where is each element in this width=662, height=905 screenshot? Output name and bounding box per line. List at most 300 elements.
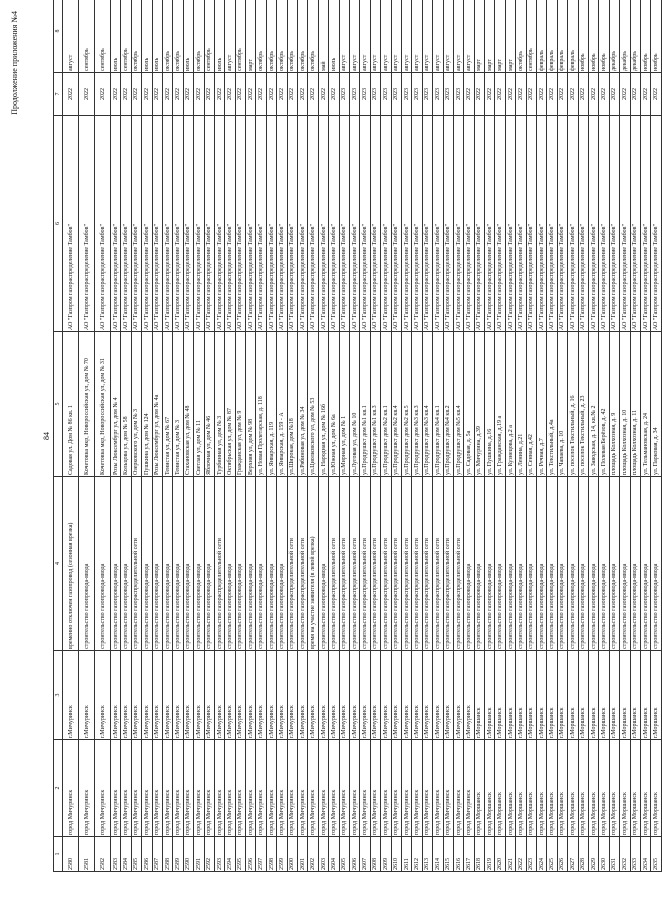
row-number-cell: 2620 xyxy=(495,837,505,872)
table-row xyxy=(640,0,650,872)
municipality-cell: город Мичуринск xyxy=(162,740,172,837)
address-cell: ул. Народная ул, дом № 16б xyxy=(318,332,328,477)
settlement-cell: г.Мичуринск xyxy=(235,651,245,740)
row-number-cell: 2627 xyxy=(568,837,578,872)
month-cell: август xyxy=(453,0,463,73)
settlement-cell: г.Мичуринск xyxy=(329,651,339,740)
municipality-cell: город Мичуринск xyxy=(422,740,432,837)
year-cell: 2022 xyxy=(256,73,266,116)
work-type-cell: строительство газораспределительной сети xyxy=(360,477,370,651)
appendix-caption: Продолжение приложения №4 xyxy=(10,11,19,115)
operator-cell: АО "Газпром газораспределение Тамбов" xyxy=(599,116,609,332)
row-number-cell: 2618 xyxy=(474,837,484,872)
operator-cell: АО "Газпром газораспределение Тамбов" xyxy=(401,116,411,332)
row-number-cell: 2612 xyxy=(412,837,422,872)
row-number-cell: 2596 xyxy=(246,837,256,872)
settlement-cell: г.Моршанск xyxy=(588,651,598,740)
table-row xyxy=(485,0,495,872)
work-type-cell: строительство газораспределительной сети xyxy=(391,477,401,651)
year-cell: 2022 xyxy=(162,73,172,116)
row-number-cell: 2587 xyxy=(152,837,162,872)
municipality-cell: город Мичуринск xyxy=(111,740,121,837)
table-row xyxy=(516,0,526,872)
address-cell: ул. поселок Текстильный, д. 16 xyxy=(568,332,578,477)
month-cell: сентябрь xyxy=(526,0,536,73)
month-cell: ноябрь xyxy=(640,0,650,73)
year-cell: 2023 xyxy=(391,73,401,116)
row-number-cell: 2594 xyxy=(225,837,235,872)
month-cell: август xyxy=(381,0,391,73)
address-cell: Кочетовка мкр, Новороссийская ул, дом № 31 xyxy=(95,332,111,477)
operator-cell: АО "Газпром газораспределение Тамбов" xyxy=(111,116,121,332)
row-number-cell: 2617 xyxy=(464,837,474,872)
work-type-cell: строительство газопровода-ввода xyxy=(495,477,505,651)
month-cell: март xyxy=(495,0,505,73)
settlement-cell: г.Мичуринск xyxy=(349,651,359,740)
work-type-cell: строительство газопровода-ввода xyxy=(173,477,183,651)
row-number-cell: 2614 xyxy=(433,837,443,872)
address-cell: Октябрьская ул, дом № 87 xyxy=(225,332,235,477)
address-cell: ул.Продрушкт дом №4 кв.2 xyxy=(443,332,453,477)
row-number-cell: 2630 xyxy=(599,837,609,872)
address-cell: ул. Заводская, д. 14, кв.№ 2 xyxy=(588,332,598,477)
municipality-cell: город Мичуринск xyxy=(298,740,308,837)
year-cell: 2022 xyxy=(651,73,661,116)
settlement-cell: г.Мичуринск xyxy=(162,651,172,740)
operator-cell: АО "Газпром газораспределение Тамбов" xyxy=(568,116,578,332)
month-cell: ноябрь xyxy=(588,0,598,73)
year-cell: 2022 xyxy=(495,73,505,116)
year-cell: 2023 xyxy=(412,73,422,116)
address-cell: ул. Январская, д. 159 - А xyxy=(277,332,287,477)
month-cell: октябрь xyxy=(266,0,276,73)
operator-cell: АО "Газпром газораспределение Тамбов" xyxy=(308,116,318,332)
row-number-cell: 2626 xyxy=(557,837,567,872)
address-cell: Розы Люксембург ул, дом № 4 xyxy=(111,332,121,477)
operator-cell: АО "Газпром газораспределение Тамбов" xyxy=(422,116,432,332)
operator-cell: АО "Газпром газораспределение Тамбов" xyxy=(640,116,650,332)
row-number-cell: 2585 xyxy=(131,837,141,872)
settlement-cell: г.Моршанск xyxy=(485,651,495,740)
month-cell: февраль xyxy=(568,0,578,73)
month-cell: август xyxy=(422,0,432,73)
year-cell: 2022 xyxy=(464,73,474,116)
address-cell: ул.Продрушкт дом №3 кв.4 xyxy=(422,332,432,477)
table-row xyxy=(246,0,256,872)
municipality-cell: город Мичуринск xyxy=(256,740,266,837)
row-number-cell: 2590 xyxy=(183,837,193,872)
month-cell: август xyxy=(443,0,453,73)
year-cell: 2022 xyxy=(485,73,495,116)
municipality-cell: город Моршанск xyxy=(526,740,536,837)
work-type-cell: строительство газораспределительной сети xyxy=(443,477,453,651)
settlement-cell: г.Мичуринск xyxy=(79,651,95,740)
address-cell: ул. Январская, д. 119 xyxy=(266,332,276,477)
work-type-cell: строительство газопровода-ввода xyxy=(225,477,235,651)
year-cell: 2022 xyxy=(568,73,578,116)
work-type-cell: строительство газопровода-ввода xyxy=(235,477,245,651)
table-row xyxy=(609,0,619,872)
month-cell: август xyxy=(412,0,422,73)
table-row xyxy=(131,0,141,872)
settlement-cell: г.Мичуринск xyxy=(204,651,214,740)
month-cell: август xyxy=(225,0,235,73)
address-cell: Садовая ул. Дом № 86 кв. 1 xyxy=(63,332,79,477)
settlement-cell: г.Моршанск xyxy=(599,651,609,740)
operator-cell: АО "Газпром газораспределение Тамбов" xyxy=(131,116,141,332)
year-cell: 2022 xyxy=(609,73,619,116)
year-cell: 2022 xyxy=(194,73,204,116)
row-number-cell: 2619 xyxy=(485,837,495,872)
work-type-cell: строительство газораспределительной сети xyxy=(349,477,359,651)
settlement-cell: г.Мичуринск xyxy=(131,651,141,740)
settlement-cell: г.Мичуринск xyxy=(183,651,193,740)
year-cell: 2022 xyxy=(640,73,650,116)
settlement-cell: г.Мичуринск xyxy=(95,651,111,740)
settlement-cell: г.Моршанск xyxy=(630,651,640,740)
address-cell: ул. Пушкина, д.16 xyxy=(485,332,495,477)
municipality-cell: город Мичуринск xyxy=(183,740,193,837)
municipality-cell: город Мичуринск xyxy=(318,740,328,837)
row-number-cell: 2616 xyxy=(453,837,463,872)
column-number: 7 xyxy=(54,73,63,116)
table-row xyxy=(162,0,172,872)
operator-cell: АО "Газпром газораспределение Тамбов" xyxy=(349,116,359,332)
settlement-cell: г.Моршанск xyxy=(537,651,547,740)
row-number-cell: 2593 xyxy=(214,837,224,872)
work-type-cell: строительство газораспределительной сети xyxy=(339,477,349,651)
operator-cell: АО "Газпром газораспределение Тамбов" xyxy=(162,116,172,332)
month-cell: октябрь xyxy=(131,0,141,73)
address-cell: ул.Продрушкт дом №1 кв.3 xyxy=(370,332,380,477)
municipality-cell: город Мичуринск xyxy=(360,740,370,837)
operator-cell: АО "Газпром газораспределение Тамбов" xyxy=(121,116,131,332)
month-cell: октябрь xyxy=(298,0,308,73)
address-cell: Турбинная ул, дом № 3 xyxy=(214,332,224,477)
row-number-cell: 2581 xyxy=(79,837,95,872)
row-number-cell: 2599 xyxy=(277,837,287,872)
table-row xyxy=(204,0,214,872)
municipality-cell: город Моршанск xyxy=(485,740,495,837)
operator-cell: АО "Газпром газораспределение Тамбов" xyxy=(547,116,557,332)
table-row xyxy=(329,0,339,872)
month-cell: февраль xyxy=(547,0,557,73)
table-row xyxy=(235,0,245,872)
year-cell: 2022 xyxy=(287,73,297,116)
table-row xyxy=(173,0,183,872)
municipality-cell: город Мичуринск xyxy=(246,740,256,837)
address-cell: ул.Продрушкт дом №3 кв.3 xyxy=(412,332,422,477)
month-cell: февраль xyxy=(537,0,547,73)
work-type-cell: строительство газопровода-ввода xyxy=(599,477,609,651)
row-number-cell: 2610 xyxy=(391,837,401,872)
table-body xyxy=(54,0,662,872)
operator-cell: АО "Газпром газораспределение Тамбов" xyxy=(391,116,401,332)
settlement-cell: г.Мичуринск xyxy=(370,651,380,740)
municipality-cell: город Мичуринск xyxy=(443,740,453,837)
work-type-cell: строительство газопровода-ввода xyxy=(464,477,474,651)
work-type-cell: строительство газопровода-ввода xyxy=(630,477,640,651)
address-cell: Светлая ул, дом № 11 xyxy=(194,332,204,477)
year-cell: 2022 xyxy=(225,73,235,116)
table-row xyxy=(121,0,131,872)
table-row xyxy=(557,0,567,872)
municipality-cell: город Мичуринск xyxy=(308,740,318,837)
address-cell: ул. Сенная, д.42 xyxy=(526,332,536,477)
operator-cell: АО "Газпром газораспределение Тамбов" xyxy=(537,116,547,332)
operator-cell: АО "Газпром газораспределение Тамбов" xyxy=(256,116,266,332)
work-type-cell: строительство газопровода-ввода xyxy=(640,477,650,651)
settlement-cell: г.Моршанск xyxy=(516,651,526,740)
table-row xyxy=(111,0,121,872)
municipality-cell: город Мичуринск xyxy=(412,740,422,837)
table-row xyxy=(443,0,453,872)
table-row xyxy=(339,0,349,872)
month-cell: август xyxy=(339,0,349,73)
row-number-cell: 2607 xyxy=(360,837,370,872)
row-number-cell: 2615 xyxy=(443,837,453,872)
settlement-cell: г.Мичуринск xyxy=(443,651,453,740)
row-number-cell: 2625 xyxy=(547,837,557,872)
settlement-cell: г.Мичуринск xyxy=(391,651,401,740)
table-row xyxy=(266,0,276,872)
municipality-cell: город Мичуринск xyxy=(142,740,152,837)
municipality-cell: город Моршанск xyxy=(620,740,630,837)
work-type-cell: строительство газораспределительной сети xyxy=(329,477,339,651)
municipality-cell: город Мичуринск xyxy=(391,740,401,837)
settlement-cell: г.Мичуринск xyxy=(277,651,287,740)
municipality-cell: город Мичуринск xyxy=(266,740,276,837)
month-cell: июль xyxy=(142,0,152,73)
work-type-cell: строительство газопровода-ввода xyxy=(516,477,526,651)
address-cell: Кольцова ул, дом № 58 xyxy=(121,332,131,477)
year-cell: 2022 xyxy=(121,73,131,116)
municipality-cell: город Мичуринск xyxy=(287,740,297,837)
operator-cell: АО "Газпром газораспределение Тамбов" xyxy=(277,116,287,332)
address-cell: ул.Продрушкт дом №2 кв.1 xyxy=(381,332,391,477)
address-cell: площадь Колхозная, д. 11 xyxy=(630,332,640,477)
month-cell: июль xyxy=(111,0,121,73)
table-row xyxy=(152,0,162,872)
work-type-cell: строительство газопровода-ввода xyxy=(609,477,619,651)
operator-cell: АО "Газпром газораспределение Тамбов" xyxy=(588,116,598,332)
year-cell: 2022 xyxy=(526,73,536,116)
municipality-cell: город Мичуринск xyxy=(329,740,339,837)
month-cell: октябрь xyxy=(162,0,172,73)
year-cell: 2022 xyxy=(578,73,588,116)
month-cell: октябрь xyxy=(277,0,287,73)
settlement-cell: г.Мичуринск xyxy=(214,651,224,740)
month-cell: август xyxy=(401,0,411,73)
row-number-cell: 2635 xyxy=(651,837,661,872)
year-cell: 2022 xyxy=(329,73,339,116)
row-number-cell: 2629 xyxy=(588,837,598,872)
table-row xyxy=(422,0,432,872)
work-type-cell: строительство газопровода-ввода xyxy=(142,477,152,651)
address-cell: Яблочная ул, дом № 46 xyxy=(204,332,214,477)
municipality-cell: город Мичуринск xyxy=(349,740,359,837)
municipality-cell: город Моршанск xyxy=(609,740,619,837)
table-row xyxy=(381,0,391,872)
operator-cell: АО "Газпром газораспределение Тамбов" xyxy=(287,116,297,332)
row-number-cell: 2606 xyxy=(349,837,359,872)
table-row xyxy=(599,0,609,872)
month-cell: август xyxy=(349,0,359,73)
work-type-cell: строительство газопровода-ввода xyxy=(578,477,588,651)
work-type-cell: строительство газопровода-ввода xyxy=(505,477,515,651)
address-cell: Гражданская ул, дом № 9 xyxy=(235,332,245,477)
settlement-cell: г.Мичуринск xyxy=(381,651,391,740)
operator-cell: АО "Газпром газораспределение Тамбов" xyxy=(298,116,308,332)
year-cell: 2022 xyxy=(277,73,287,116)
month-cell: август xyxy=(391,0,401,73)
table-row xyxy=(194,0,204,872)
address-cell: ул.Луговая ул, дом № 10 xyxy=(349,332,359,477)
address-cell: ул. Речная, д.7 xyxy=(537,332,547,477)
year-cell: 2022 xyxy=(557,73,567,116)
table-row xyxy=(287,0,297,872)
year-cell: 2022 xyxy=(183,73,193,116)
settlement-cell: г.Мичуринск xyxy=(142,651,152,740)
settlement-cell: г.Моршанск xyxy=(505,651,515,740)
municipality-cell: город Моршанск xyxy=(557,740,567,837)
table-row xyxy=(183,0,193,872)
operator-cell: АО "Газпром газораспределение Тамбов" xyxy=(63,116,79,332)
address-cell: ул. Гражданская, д.19 а xyxy=(495,332,505,477)
work-type-cell: строительство газораспределительной сети xyxy=(298,477,308,651)
settlement-cell: г.Моршанск xyxy=(547,651,557,740)
operator-cell: АО "Газпром газораспределение Тамбов" xyxy=(412,116,422,332)
work-type-cell: строительство газопровода-ввода xyxy=(266,477,276,651)
settlement-cell: г.Мичуринск xyxy=(360,651,370,740)
month-cell: декабрь xyxy=(609,0,619,73)
column-number: 8 xyxy=(54,0,63,73)
work-type-cell: строительство газопровода-ввода xyxy=(95,477,111,651)
year-cell: 2022 xyxy=(599,73,609,116)
column-number: 5 xyxy=(54,332,63,477)
municipality-cell: город Мичуринск xyxy=(95,740,111,837)
settlement-cell: г.Мичуринск xyxy=(287,651,297,740)
month-cell: июль xyxy=(329,0,339,73)
year-cell: 2022 xyxy=(308,73,318,116)
settlement-cell: г.Мичуринск xyxy=(433,651,443,740)
year-cell: 2022 xyxy=(142,73,152,116)
operator-cell: АО "Газпром газораспределение Тамбов" xyxy=(194,116,204,332)
work-type-cell: временно отключен газопровод (сезонная врезка) xyxy=(63,477,79,651)
municipality-cell: город Моршанск xyxy=(640,740,650,837)
table-row xyxy=(547,0,557,872)
work-type-cell: строительство газопровода-ввода xyxy=(568,477,578,651)
table-row xyxy=(412,0,422,872)
month-cell: август xyxy=(370,0,380,73)
municipality-cell: город Моршанск xyxy=(578,740,588,837)
work-type-cell: строительство газопровода-ввода xyxy=(162,477,172,651)
rotated-page-content xyxy=(8,7,659,892)
month-cell: сентябрь xyxy=(95,0,111,73)
settlement-cell: г.Мичуринск xyxy=(401,651,411,740)
address-cell: ул.Широкая, дом №18 xyxy=(287,332,297,477)
table-row xyxy=(391,0,401,872)
month-cell: август xyxy=(464,0,474,73)
settlement-cell: г.Мичуринск xyxy=(194,651,204,740)
settlement-cell: г.Мичуринск xyxy=(121,651,131,740)
column-number-row xyxy=(54,0,63,872)
work-type-cell: строительство газораспределительной сети xyxy=(422,477,432,651)
row-number-cell: 2598 xyxy=(266,837,276,872)
row-number-cell: 2632 xyxy=(620,837,630,872)
row-number-cell: 2623 xyxy=(526,837,536,872)
settlement-cell: г.Моршанск xyxy=(609,651,619,740)
month-cell: март xyxy=(474,0,484,73)
table-row xyxy=(225,0,235,872)
work-type-cell: строительство газораспределительной сети xyxy=(401,477,411,651)
municipality-cell: город Моршанск xyxy=(495,740,505,837)
operator-cell: АО "Газпром газораспределение Тамбов" xyxy=(329,116,339,332)
address-cell: ул.Мирная ул, дом № 1 xyxy=(339,332,349,477)
municipality-cell: город Мичуринск xyxy=(214,740,224,837)
table-row xyxy=(453,0,463,872)
municipality-cell: город Мичуринск xyxy=(235,740,245,837)
address-cell: площадь Колхозная, д. 9 xyxy=(609,332,619,477)
table-row xyxy=(256,0,266,872)
address-cell: ул.Продрушкт дом №4 кв.1 xyxy=(433,332,443,477)
address-cell: Пушкина ул, дом № 124 xyxy=(142,332,152,477)
work-type-cell: строительство газопровода-ввода xyxy=(557,477,567,651)
operator-cell: АО "Газпром газораспределение Тамбов" xyxy=(630,116,640,332)
work-type-cell: строительство газопровода-ввода xyxy=(194,477,204,651)
address-cell: Кочетовка мкр, Новороссийская ул, дом № 70 xyxy=(79,332,95,477)
settlement-cell: г.Моршанск xyxy=(651,651,661,740)
month-cell: ноябрь xyxy=(578,0,588,73)
operator-cell: АО "Газпром газораспределение Тамбов" xyxy=(183,116,193,332)
year-cell: 2023 xyxy=(349,73,359,116)
table-row xyxy=(142,0,152,872)
year-cell: 2022 xyxy=(474,73,484,116)
municipality-cell: город Мичуринск xyxy=(339,740,349,837)
month-cell: сентябрь xyxy=(79,0,95,73)
operator-cell: АО "Газпром газораспределение Тамбов" xyxy=(651,116,661,332)
settlement-cell: г.Моршанск xyxy=(474,651,484,740)
month-cell: август xyxy=(433,0,443,73)
municipality-cell: город Мичуринск xyxy=(433,740,443,837)
settlement-cell: г.Моршанск xyxy=(620,651,630,740)
settlement-cell: г.Мичуринск xyxy=(111,651,121,740)
column-number: 3 xyxy=(54,651,63,740)
operator-cell: АО "Газпром газораспределение Тамбов" xyxy=(370,116,380,332)
month-cell: октябрь xyxy=(173,0,183,73)
operator-cell: АО "Газпром газораспределение Тамбов" xyxy=(266,116,276,332)
work-type-cell: строительство газопровода-ввода xyxy=(588,477,598,651)
work-type-cell: строительство газораспределительной сети xyxy=(453,477,463,651)
settlement-cell: г.Мичуринск xyxy=(152,651,162,740)
year-cell: 2022 xyxy=(298,73,308,116)
address-cell: ул.Продрушкт дом №1 кв.1 xyxy=(360,332,370,477)
row-number-cell: 2622 xyxy=(516,837,526,872)
year-cell: 2022 xyxy=(588,73,598,116)
work-type-cell: строительство газопровода-ввода xyxy=(537,477,547,651)
year-cell: 2023 xyxy=(453,73,463,116)
row-number-cell: 2591 xyxy=(194,837,204,872)
page-number: 84 xyxy=(42,432,51,440)
address-cell: ул.Продрушкт дом №2 кв.4 xyxy=(391,332,401,477)
year-cell: 2022 xyxy=(235,73,245,116)
table-row xyxy=(495,0,505,872)
table-row xyxy=(578,0,588,872)
table-row xyxy=(214,0,224,872)
year-cell: 2023 xyxy=(381,73,391,116)
settlement-cell: г.Мичуринск xyxy=(339,651,349,740)
table-row xyxy=(630,0,640,872)
